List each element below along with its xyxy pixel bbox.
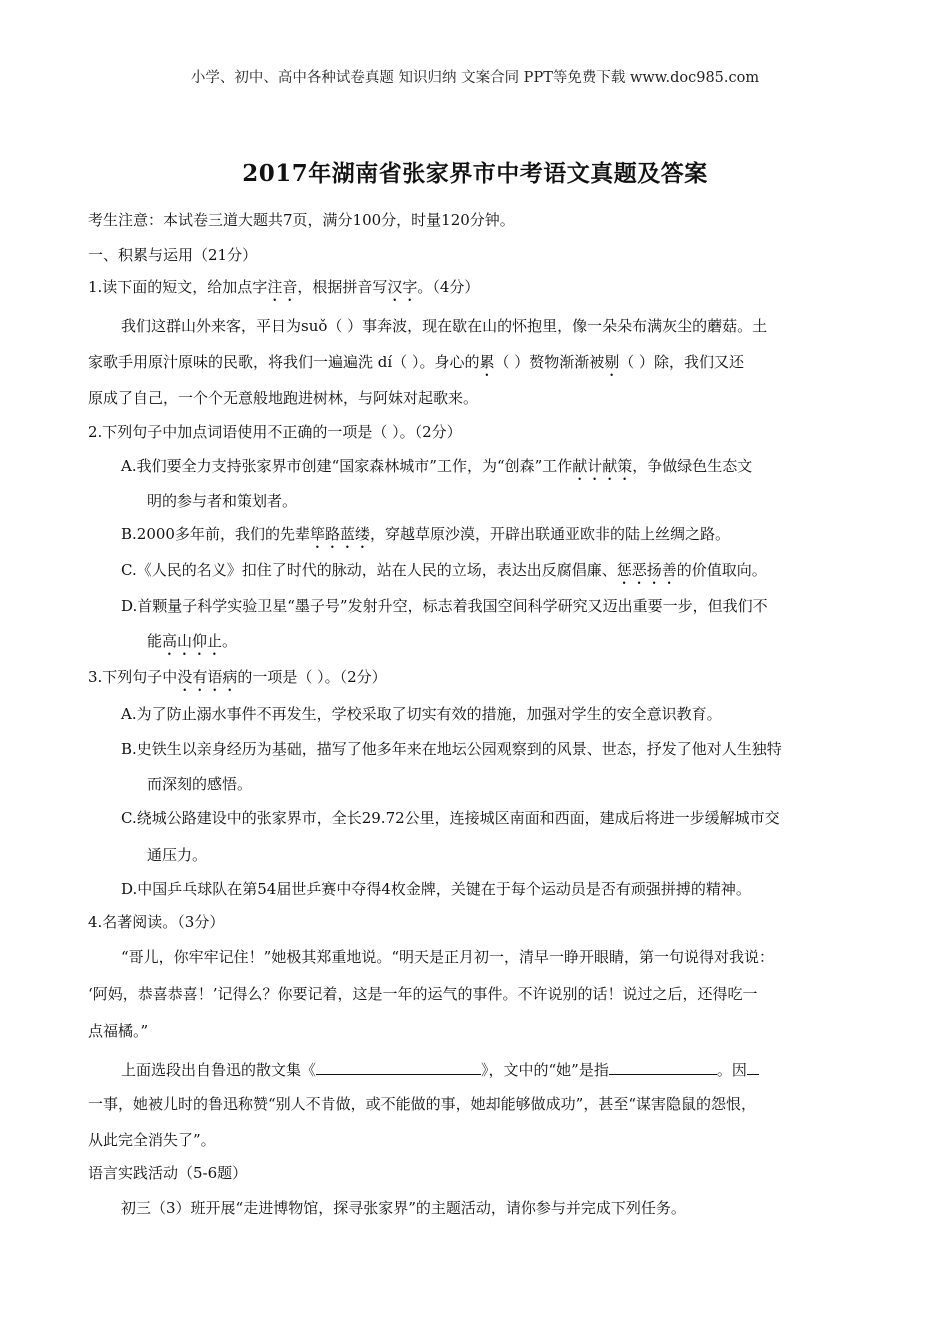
option-d: D.首颗量子科学实验卫星“墨子号”发射升空，标志着我国空间科学研究又迈出重要一步，但我们不 <box>121 597 768 615</box>
page-title: 2017年湖南省张家界市中考语文真题及答案 <box>242 160 708 187</box>
option-d: D.中国乒乓球队在第54届世乒赛中夺得4枚金牌，关键在于每个运动员是否有顽强拼搏的精神。 <box>121 880 751 898</box>
page-header: 小学、初中、高中各种试卷真题 知识归纳 文案合同 PPT等免费下载 www.doc985.com <box>190 70 760 86</box>
option-d-cont: 能高山仰止。 <box>147 632 238 650</box>
answer-blank[interactable] <box>747 1058 759 1075</box>
option-b: B.2000多年前，我们的先辈筚路蓝缕，穿越草原沙漠，开辟出联通亚欧非的陆上丝绸之路。 <box>121 525 730 543</box>
exam-notice: 考生注意：本试卷三道大题共7页，满分100分，时量120分钟。 <box>88 211 515 229</box>
answer-blank[interactable] <box>316 1058 481 1075</box>
question-4-passage: 点福橘。” <box>88 1022 149 1040</box>
question-4-prompt: 上面选段出自鲁迅的散文集《 》，文中的“她”是指 。因 <box>121 1058 759 1080</box>
question-4-passage: ‘阿妈，恭喜恭喜！’记得么？你要记着，这是一年的运气的事件。不许说别的话！说过之后，还得吃一 <box>88 985 758 1003</box>
option-b: B.史铁生以亲身经历为基础，描写了他多年来在地坛公园观察到的风景、世态，抒发了他对人生独特 <box>121 740 782 758</box>
practice-intro: 初三（3）班开展“走进博物馆，探寻张家界”的主题活动，请你参与并完成下列任务。 <box>121 1199 686 1217</box>
option-c: C.绕城公路建设中的张家界市，全长29.72公里，连接城区南面和西面，建成后将进一步缓解城市交 <box>121 809 780 827</box>
answer-blank[interactable] <box>609 1058 717 1075</box>
practice-heading: 语言实践活动（5-6题） <box>88 1164 248 1182</box>
question-4-prompt: 从此完全消失了”。 <box>88 1131 216 1149</box>
question-4-stem: 4.名著阅读。（3分） <box>88 913 225 931</box>
option-c-cont: 通压力。 <box>147 846 208 864</box>
option-a-cont: 明的参与者和策划者。 <box>147 492 298 510</box>
section-heading: 一、积累与运用（21分） <box>88 246 258 264</box>
option-a: A.我们要全力支持张家界市创建“国家森林城市”工作，为“创森”工作献计献策，争做绿色生态文 <box>121 457 753 475</box>
question-4-passage: “哥儿，你牢牢记住！”她极其郑重地说。“明天是正月初一，清早一睁开眼睛，第一句说得对我说： <box>121 948 775 966</box>
question-1-stem: 1.读下面的短文，给加点字注音，根据拼音写汉字。（4分） <box>88 278 480 296</box>
option-c: C.《人民的名义》扣住了时代的脉动，站在人民的立场，表达出反腐倡廉、惩恶扬善的价值取向。 <box>121 561 767 579</box>
option-b-cont: 而深刻的感悟。 <box>147 775 253 793</box>
question-3-stem: 3.下列句子中没有语病的一项是（ ）。（2分） <box>88 668 387 686</box>
question-1-passage: 我们这群山外来客，平日为suǒ（ ）事奔波，现在歇在山的怀抱里，像一朵朵布满灰尘的蘑菇。土 <box>121 317 768 335</box>
option-a: A.为了防止溺水事件不再发生，学校采取了切实有效的措施，加强对学生的安全意识教育。 <box>121 705 722 723</box>
question-4-prompt: 一事，她被儿时的鲁迅称赞“别人不肯做，或不能做的事，她却能够做成功”，甚至“谋害隐鼠的怨恨， <box>88 1095 757 1113</box>
question-1-passage: 家歌手用原汁原味的民歌，将我们一遍遍洗 dí（ ）。身心的累（ ）赘物渐渐被剔（ ）除，我们又还 <box>88 353 745 371</box>
question-2-stem: 2.下列句子中加点词语使用不正确的一项是（ ）。（2分） <box>88 423 462 441</box>
question-1-passage: 原成了自己，一个个无意般地跑进树林，与阿妹对起歌来。 <box>88 389 479 407</box>
